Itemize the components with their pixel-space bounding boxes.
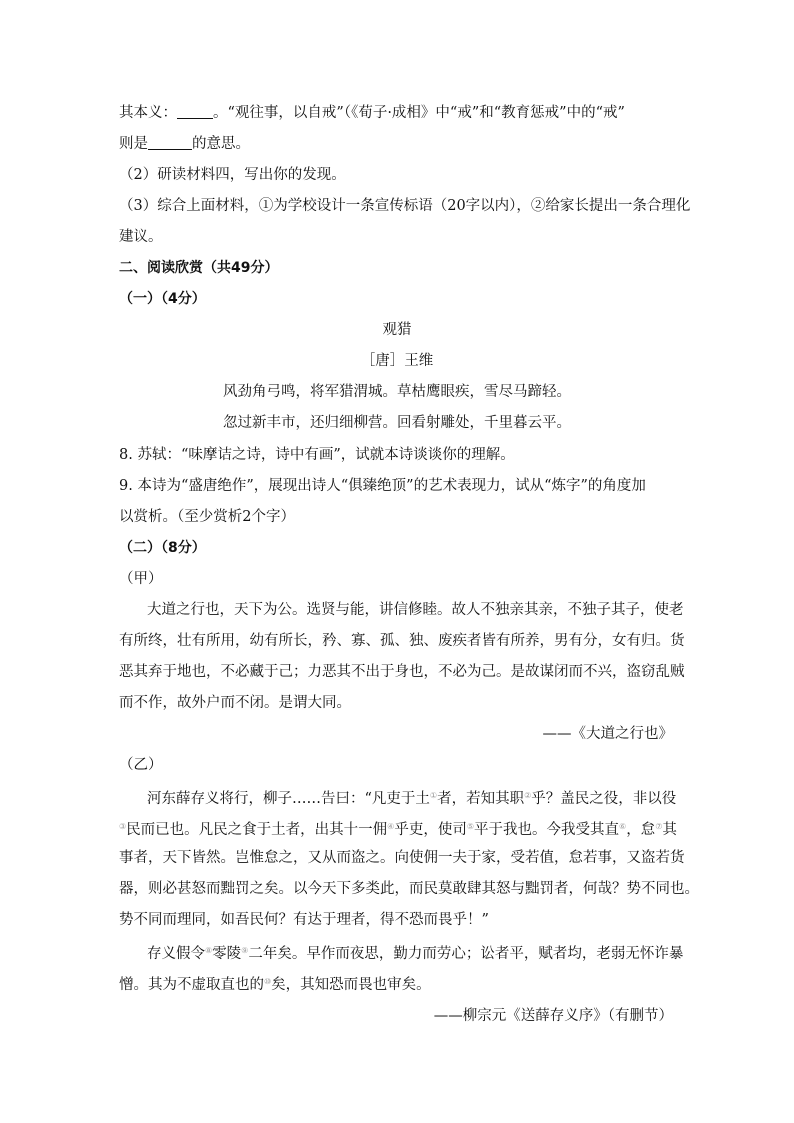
footnote-marker: ④ (387, 822, 395, 831)
passage-line: 而不作，故外户而不闭。是谓大同。 (119, 695, 351, 711)
passage-line: 有所终，壮有所用，幼有所长，矜、寡、孤、独、废疾者皆有所养，男有分，女有归。货 (119, 633, 685, 649)
footnote-marker: ⑧ (205, 946, 213, 955)
footnote-marker: ⑥ (619, 822, 627, 831)
subsection-heading: （一）（4分） (119, 291, 206, 307)
text-fragment: 。“观往事，以自戒”（《荀子·成相》中“戒”和“教育惩戒”中的“戒” (213, 105, 625, 121)
footnote-marker: ⑤ (466, 822, 475, 831)
footnote-marker: ⑩ (264, 977, 272, 986)
passage-line: 憎。其为不虚取直也的⑩矣，其知恐而畏也审矣。 (119, 977, 431, 993)
passage-line: 恶其弃于地也，不必藏于己；力恶其不出于身也，不必为己。是故谋闭而不兴，盗窃乱贼 (119, 664, 685, 680)
answer-blank (177, 104, 213, 119)
text-fragment: 则是 (119, 136, 148, 152)
text-fragment: 的意思。 (192, 136, 250, 152)
passage-line: 事者，天下皆然。岂惟怠之，又从而盗之。向使佣一夫于家，受若值，怠若事，又盗若货 (119, 850, 685, 866)
footnote-marker: ① (429, 791, 438, 800)
footnote-marker: ⑨ (241, 946, 249, 955)
passage-source: ——柳宗元《送薛存义序》（有删节） (433, 1008, 673, 1024)
section-heading: 二、阅读欣赏（共49分） (119, 260, 279, 276)
question-9-line2: 以赏析。（至少赏析2个字） (119, 509, 295, 525)
text-line (119, 134, 250, 154)
poem-line: 忽过新丰市，还归细柳营。回看射雕处，千里暮云平。 (223, 415, 571, 431)
text-fragment: 其本义： (119, 105, 177, 121)
passage-line: 存义假令⑧零陵⑨二年矣。早作而夜思，勤力而劳心；讼者平，赋者均，老弱无怀诈暴 (147, 946, 684, 962)
passage-line: 势不同而理同，如吾民何？有达于理者，得不恐而畏乎！” (119, 912, 489, 928)
question-3-line1: （3）综合上面材料，①为学校设计一条宣传标语（20字以内），②给家长提出一条合理化 (119, 198, 691, 214)
question-3-line2: 建议。 (119, 229, 163, 245)
passage-line: ③民而已也。凡民之食于土者，出其十一佣④乎吏，使司⑤平于我也。今我受其直⑥，怠⑦其 (119, 822, 677, 838)
passage-line: 大道之行也，天下为公。选贤与能，讲信修睦。故人不独亲其亲，不独子其子，使老 (147, 602, 684, 618)
footnote-marker: ② (524, 791, 532, 800)
text-line (119, 103, 625, 123)
question-8: 8. 苏轼：“味摩诘之诗，诗中有画”，试就本诗谈谈你的理解。 (119, 447, 515, 463)
passage-line: 河东薛存义将行，柳子……告曰：“凡吏于土①者，若知其职②乎？盖民之役，非以役 (147, 791, 677, 807)
passage-label: （乙） (119, 757, 163, 773)
footnote-marker: ⑦ (655, 822, 663, 831)
poem-author: ［唐］王维 (360, 353, 434, 369)
answer-blank (148, 135, 192, 150)
poem-title: 观猎 (382, 322, 412, 338)
footnote-marker: ③ (119, 822, 127, 831)
poem-line: 风劲角弓鸣，将军猎渭城。草枯鹰眼疾，雪尽马蹄轻。 (223, 384, 571, 400)
passage-line: 器，则必甚怒而黜罚之矣。以今天下多类此，而民莫敢肆其怒与黜罚者，何哉？势不同也。 (119, 881, 699, 897)
passage-label: （甲） (119, 571, 163, 587)
question-9-line1: 9. 本诗为“盛唐绝作”，展现出诗人“俱臻绝顶”的艺术表现力，试从“炼字”的角度加 (119, 478, 646, 494)
passage-source: ——《大道之行也》 (542, 726, 673, 742)
question-2: （2）研读材料四，写出你的发现。 (119, 167, 346, 183)
subsection-heading: （二）（8分） (119, 540, 206, 556)
